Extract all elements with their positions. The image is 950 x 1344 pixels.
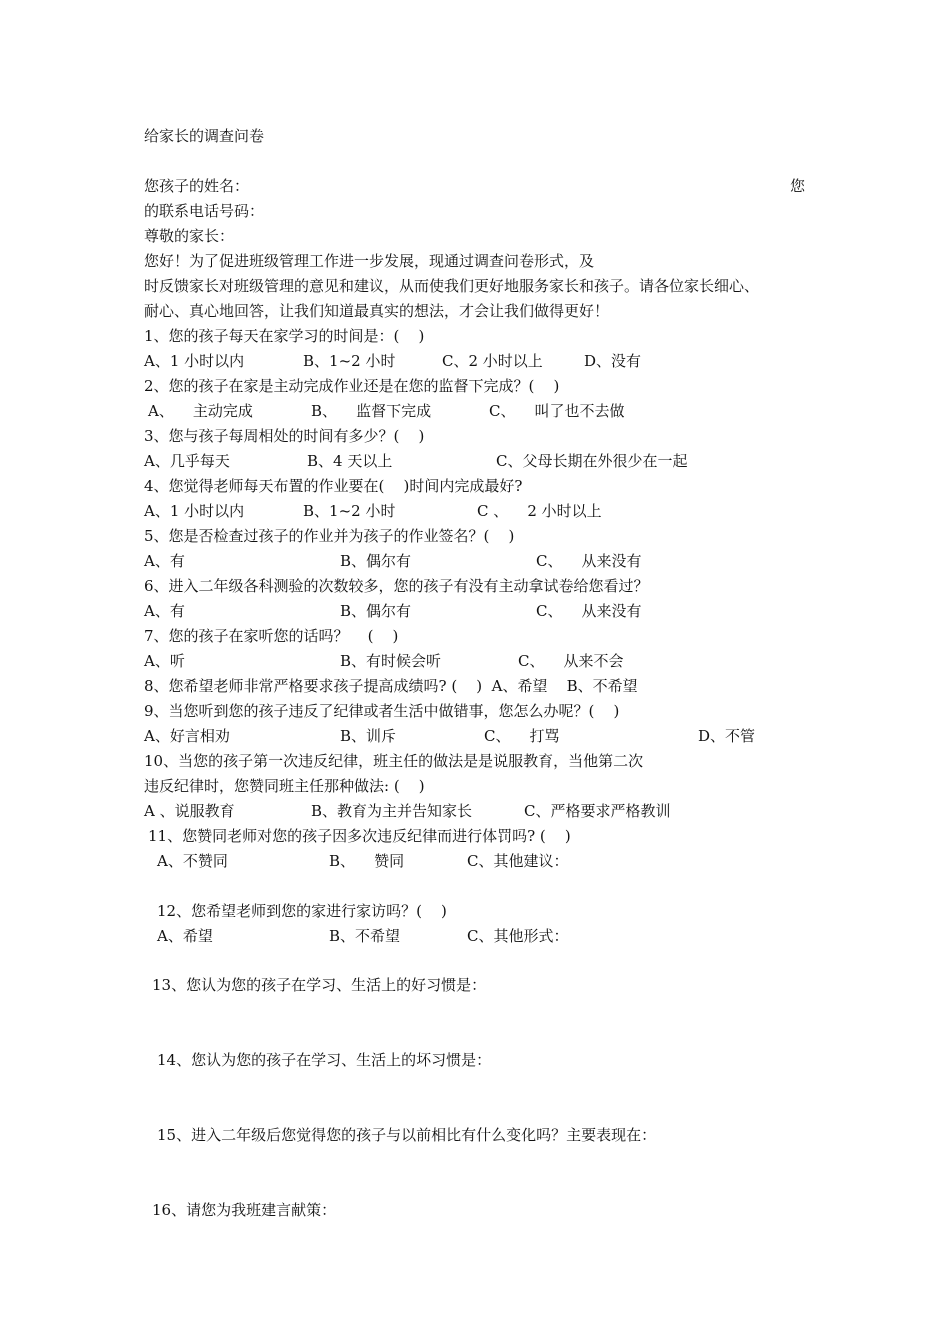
option-c[interactable]: C、 从来不会	[518, 652, 624, 670]
question-text: 12、您希望老师到您的家进行家访吗？( )	[157, 902, 447, 920]
option-c[interactable]: C、 从来没有	[536, 602, 642, 620]
phone-label-start: 您	[790, 177, 806, 195]
question-text: 16、请您为我班建言献策：	[152, 1201, 337, 1219]
question-text: 2、您的孩子在家是主动完成作业还是在您的监督下完成？( )	[144, 377, 560, 395]
question-text: 10、当您的孩子第一次违反纪律，班主任的做法是是说服教育，当他第二次	[144, 752, 644, 770]
phone-label: 的联系电话号码：	[144, 202, 265, 220]
option-a[interactable]: A、有	[144, 552, 185, 570]
option-a[interactable]: A、1 小时以内	[144, 352, 245, 370]
option-a[interactable]: A、不赞同	[157, 852, 228, 870]
question-text: 6、进入二年级各科测验的次数较多，您的孩子有没有主动拿试卷给您看过？	[144, 577, 649, 595]
option-b[interactable]: B、训斥	[340, 727, 397, 745]
question-text: 5、您是否检查过孩子的作业并为孩子的作业签名？( )	[144, 527, 515, 545]
question-text: 违反纪律时，您赞同班主任那种做法: ( )	[144, 777, 425, 795]
option-a[interactable]: A、有	[144, 602, 185, 620]
intro-line: 耐心、真心地回答，让我们知道最真实的想法，才会让我们做得更好！	[144, 302, 610, 320]
intro-line: 时反馈家长对班级管理的意见和建议，从而使我们更好地服务家长和孩子。请各位家长细心、	[144, 277, 760, 295]
option-b[interactable]: B、不希望	[329, 927, 401, 945]
question-text: 11、您赞同老师对您的孩子因多次违反纪律而进行体罚吗? ( )	[148, 827, 571, 845]
option-a[interactable]: A、听	[144, 652, 185, 670]
page-title: 给家长的调查问卷	[144, 127, 265, 145]
option-b[interactable]: B、有时候会听	[340, 652, 442, 670]
option-c[interactable]: C、 打骂	[484, 727, 560, 745]
option-c[interactable]: C、严格要求严格教训	[524, 802, 671, 820]
option-c[interactable]: C、 从来没有	[536, 552, 642, 570]
question-text: 9、当您听到您的孩子违反了纪律或者生活中做错事，您怎么办呢？( )	[144, 702, 620, 720]
option-a[interactable]: A、希望	[157, 927, 213, 945]
intro-line: 您好！为了促进班级管理工作进一步发展，现通过调查问卷形式，及	[144, 252, 595, 270]
child-name-label: 您孩子的姓名：	[144, 177, 250, 195]
option-a[interactable]: A、1 小时以内	[144, 502, 245, 520]
option-a[interactable]: A、好言相劝	[144, 727, 230, 745]
option-c[interactable]: C、其他建议：	[467, 852, 569, 870]
question-text: 7、您的孩子在家听您的话吗？ ( )	[144, 627, 399, 645]
option-a[interactable]: A、 主动完成	[148, 402, 253, 420]
option-c[interactable]: C 、 2 小时以上	[477, 502, 602, 520]
question-text: 4、您觉得老师每天布置的作业要在( )时间内完成最好?	[144, 477, 523, 495]
option-c[interactable]: C、 叫了也不去做	[489, 402, 625, 420]
option-d[interactable]: D、不管	[698, 727, 756, 745]
question-text: 13、您认为您的孩子在学习、生活上的好习惯是：	[152, 976, 487, 994]
option-b[interactable]: B、 赞同	[329, 852, 405, 870]
option-b[interactable]: B、 监督下完成	[311, 402, 432, 420]
option-b[interactable]: B、教育为主并告知家长	[311, 802, 473, 820]
option-a[interactable]: A 、说服教育	[144, 802, 235, 820]
option-d[interactable]: D、没有	[584, 352, 642, 370]
option-b[interactable]: B、偶尔有	[340, 552, 412, 570]
option-c[interactable]: C、其他形式：	[467, 927, 569, 945]
option-b[interactable]: B、偶尔有	[340, 602, 412, 620]
option-c[interactable]: C、父母长期在外很少在一起	[496, 452, 688, 470]
question-text: 1、您的孩子每天在家学习的时间是：( )	[144, 327, 425, 345]
question-text: 14、您认为您的孩子在学习、生活上的坏习惯是：	[157, 1051, 492, 1069]
option-b[interactable]: B、4 天以上	[307, 452, 393, 470]
option-c[interactable]: C、2 小时以上	[442, 352, 543, 370]
greeting: 尊敬的家长：	[144, 227, 235, 245]
option-a[interactable]: A、几乎每天	[144, 452, 230, 470]
option-b[interactable]: B、1~2 小时	[303, 502, 396, 520]
question-text: 3、您与孩子每周相处的时间有多少？( )	[144, 427, 425, 445]
option-b[interactable]: B、1~2 小时	[303, 352, 396, 370]
question-text: 8、您希望老师非常严格要求孩子提高成绩吗? ( ) A、希望 B、不希望	[144, 677, 638, 695]
question-text: 15、进入二年级后您觉得您的孩子与以前相比有什么变化吗？主要表现在：	[157, 1126, 657, 1144]
